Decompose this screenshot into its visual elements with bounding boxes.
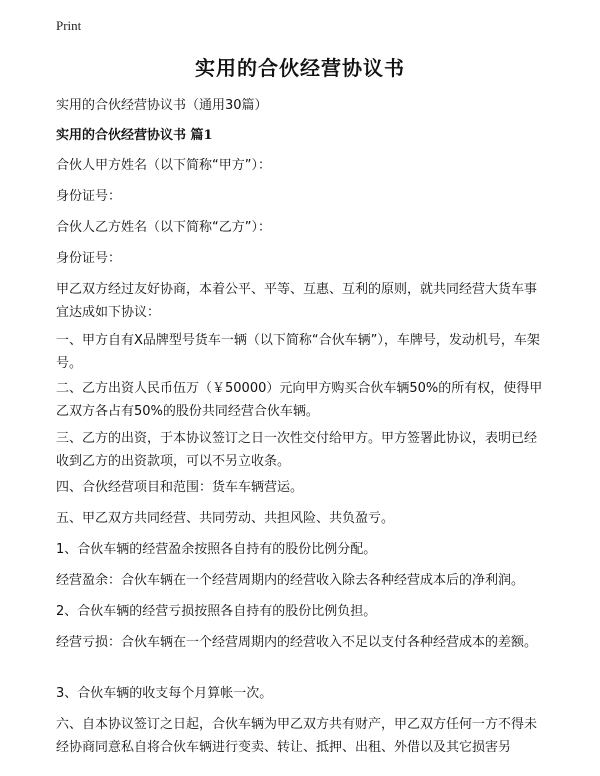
paragraph: 二、乙方出资人民币伍万（￥50000）元向甲方购买合伙车辆50%的所有权，使得甲乙双方各占有50%的股份共同经营合伙车辆。 [56,381,543,419]
document-subtitle: 实用的合伙经营协议书（通用30篇） [56,98,268,113]
section-heading: 实用的合伙经营协议书 篇1 [56,128,213,143]
paragraph: 六、自本协议签订之日起，合伙车辆为甲乙双方共有财产，甲乙双方任何一方不得未经协商同意私自将合伙车辆进行变卖、转让、抵押、出租、外借以及其它损害另 [56,717,538,755]
paragraph: 五、甲乙双方共同经营、共同劳动、共担风险、共负盈亏。 [56,511,395,526]
paragraph: 1、合伙车辆的经营盈余按照各自持有的股份比例分配。 [56,542,377,557]
paragraph: 合伙人乙方姓名（以下简称“乙方”）： [56,220,271,235]
paragraph: 一、甲方自有X品牌型号货车一辆（以下简称“合伙车辆”），车牌号，发动机号，车架号。 [56,333,540,371]
paragraph: 甲乙双方经过友好协商，本着公平、平等、互惠、互利的原则，就共同经营大货车事宜达成如下协议： [56,282,538,320]
paragraph: 3、合伙车辆的收支每个月算帐一次。 [56,686,273,701]
print-link[interactable]: Print [56,18,82,33]
paragraph: 合伙人甲方姓名（以下简称“甲方”）： [56,158,271,173]
paragraph: 经营亏损：合伙车辆在一个经营周期内的经营收入不足以支付各种经营成本的差额。 [56,635,538,650]
paragraph: 三、乙方的出资，于本协议签订之日一次性交付给甲方。甲方签署此协议，表明已经收到乙方的出资款项，可以不另立收条。 [56,431,538,469]
paragraph: 身份证号： [56,189,122,204]
paragraph: 2、合伙车辆的经营亏损按照各自持有的股份比例负担。 [56,604,377,619]
page-title: 实用的合伙经营协议书 [195,56,405,80]
paragraph: 四、合伙经营项目和范围：货车车辆营运。 [56,480,304,495]
paragraph: 身份证号： [56,251,122,266]
paragraph: 经营盈余：合伙车辆在一个经营周期内的经营收入除去各种经营成本后的净利润。 [56,573,525,588]
